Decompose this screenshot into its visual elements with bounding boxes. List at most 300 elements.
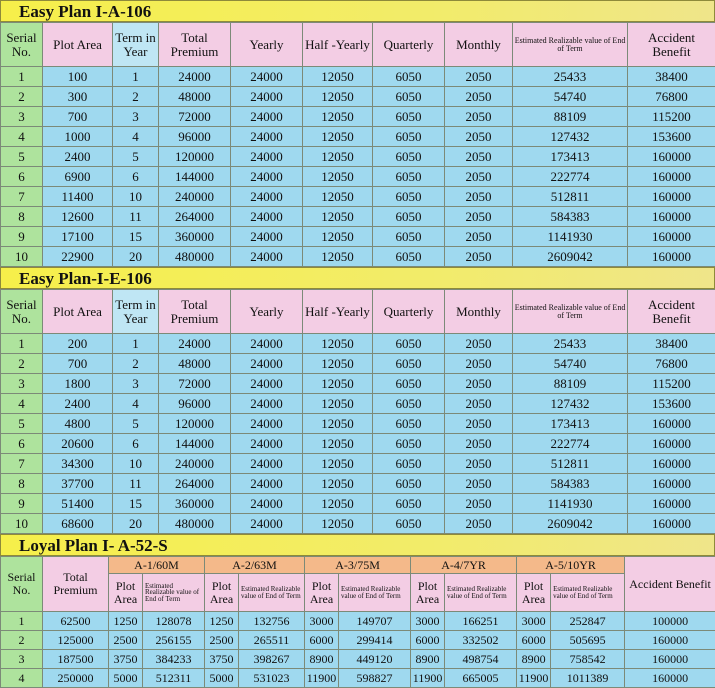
table-row bbox=[1, 67, 715, 87]
cell-quarterly: 6050 bbox=[373, 474, 445, 494]
sub-estimated: Estimated Realizable value of End of Term bbox=[339, 574, 411, 612]
cell-col-11: 252847 bbox=[551, 612, 625, 631]
cell-term: 11 bbox=[113, 474, 159, 494]
cell-quarterly: 6050 bbox=[373, 147, 445, 167]
cell-monthly: 2050 bbox=[445, 474, 513, 494]
hdr-plot-area: Plot Area bbox=[43, 290, 113, 334]
cell-yearly: 24000 bbox=[231, 127, 303, 147]
cell-half-yearly: 12050 bbox=[303, 147, 373, 167]
cell-monthly: 2050 bbox=[445, 334, 513, 354]
cell-estimated: 512811 bbox=[513, 187, 628, 207]
cell-term: 20 bbox=[113, 514, 159, 534]
cell-serial: 8 bbox=[1, 474, 43, 494]
table-row bbox=[1, 394, 715, 414]
hdr-serial: Serial No. bbox=[1, 557, 43, 612]
cell-col-7: 598827 bbox=[339, 669, 411, 688]
cell-monthly: 2050 bbox=[445, 434, 513, 454]
cell-term: 3 bbox=[113, 107, 159, 127]
cell-col-9: 332502 bbox=[445, 631, 517, 650]
loyal-table bbox=[0, 556, 715, 688]
cell-col-11: 758542 bbox=[551, 650, 625, 669]
loyal-body bbox=[1, 612, 715, 688]
table-row bbox=[1, 247, 715, 267]
cell-quarterly: 6050 bbox=[373, 354, 445, 374]
sub-plot-area: Plot Area bbox=[109, 574, 143, 612]
cell-estimated: 25433 bbox=[513, 334, 628, 354]
cell-plot-area: 11400 bbox=[43, 187, 113, 207]
cell-serial: 5 bbox=[1, 414, 43, 434]
group-a5: A-5/10YR bbox=[517, 557, 625, 574]
cell-accident: 160000 bbox=[628, 147, 715, 167]
cell-quarterly: 6050 bbox=[373, 187, 445, 207]
cell-col-6: 3000 bbox=[305, 612, 339, 631]
cell-yearly: 24000 bbox=[231, 414, 303, 434]
cell-quarterly: 6050 bbox=[373, 434, 445, 454]
hdr-estimated: Estimated Realizable value of End of Term bbox=[513, 290, 628, 334]
cell-estimated: 173413 bbox=[513, 147, 628, 167]
table-row bbox=[1, 669, 715, 688]
cell-estimated: 512811 bbox=[513, 454, 628, 474]
cell-total-premium: 360000 bbox=[159, 227, 231, 247]
cell-col-1: 125000 bbox=[43, 631, 109, 650]
cell-yearly: 24000 bbox=[231, 474, 303, 494]
cell-col-3: 384233 bbox=[143, 650, 205, 669]
cell-monthly: 2050 bbox=[445, 394, 513, 414]
cell-serial: 7 bbox=[1, 187, 43, 207]
cell-serial: 6 bbox=[1, 434, 43, 454]
hdr-total-premium: Total Premium bbox=[159, 23, 231, 67]
cell-quarterly: 6050 bbox=[373, 514, 445, 534]
cell-plot-area: 100 bbox=[43, 67, 113, 87]
cell-quarterly: 6050 bbox=[373, 107, 445, 127]
table-row bbox=[1, 631, 715, 650]
cell-col-8: 3000 bbox=[411, 612, 445, 631]
group-a1: A-1/60M bbox=[109, 557, 205, 574]
cell-serial: 5 bbox=[1, 147, 43, 167]
cell-total-premium: 144000 bbox=[159, 434, 231, 454]
cell-yearly: 24000 bbox=[231, 494, 303, 514]
hdr-yearly: Yearly bbox=[231, 290, 303, 334]
cell-col-1: 62500 bbox=[43, 612, 109, 631]
table-row bbox=[1, 147, 715, 167]
cell-plot-area: 1000 bbox=[43, 127, 113, 147]
cell-quarterly: 6050 bbox=[373, 227, 445, 247]
cell-monthly: 2050 bbox=[445, 187, 513, 207]
cell-serial: 9 bbox=[1, 227, 43, 247]
cell-monthly: 2050 bbox=[445, 207, 513, 227]
cell-plot-area: 700 bbox=[43, 107, 113, 127]
cell-serial: 8 bbox=[1, 207, 43, 227]
cell-serial: 4 bbox=[1, 127, 43, 147]
cell-monthly: 2050 bbox=[445, 67, 513, 87]
cell-total-premium: 72000 bbox=[159, 374, 231, 394]
sub-estimated: Estimated Realizable value of End of Term bbox=[239, 574, 305, 612]
plan1-body bbox=[1, 67, 715, 267]
group-a2: A-2/63M bbox=[205, 557, 305, 574]
cell-serial: 3 bbox=[1, 374, 43, 394]
table-row bbox=[1, 414, 715, 434]
hdr-term: Term in Year bbox=[113, 23, 159, 67]
plan2-table bbox=[0, 289, 715, 534]
cell-yearly: 24000 bbox=[231, 207, 303, 227]
cell-accident: 160000 bbox=[628, 167, 715, 187]
plan1-table bbox=[0, 22, 715, 267]
cell-term: 4 bbox=[113, 394, 159, 414]
cell-monthly: 2050 bbox=[445, 494, 513, 514]
group-a4: A-4/7YR bbox=[411, 557, 517, 574]
cell-term: 20 bbox=[113, 247, 159, 267]
cell-col-0: 3 bbox=[1, 650, 43, 669]
cell-estimated: 2609042 bbox=[513, 514, 628, 534]
cell-col-12: 160000 bbox=[625, 669, 715, 688]
cell-half-yearly: 12050 bbox=[303, 167, 373, 187]
cell-yearly: 24000 bbox=[231, 247, 303, 267]
table-row bbox=[1, 474, 715, 494]
cell-term: 3 bbox=[113, 374, 159, 394]
hdr-accident: Accident Benefit bbox=[628, 290, 715, 334]
cell-total-premium: 96000 bbox=[159, 394, 231, 414]
cell-accident: 160000 bbox=[628, 434, 715, 454]
cell-estimated: 54740 bbox=[513, 87, 628, 107]
cell-quarterly: 6050 bbox=[373, 87, 445, 107]
cell-plot-area: 51400 bbox=[43, 494, 113, 514]
cell-col-8: 11900 bbox=[411, 669, 445, 688]
cell-estimated: 127432 bbox=[513, 127, 628, 147]
cell-estimated: 127432 bbox=[513, 394, 628, 414]
hdr-plot-area: Plot Area bbox=[43, 23, 113, 67]
cell-term: 5 bbox=[113, 414, 159, 434]
cell-accident: 76800 bbox=[628, 87, 715, 107]
cell-yearly: 24000 bbox=[231, 394, 303, 414]
cell-half-yearly: 12050 bbox=[303, 354, 373, 374]
cell-total-premium: 360000 bbox=[159, 494, 231, 514]
cell-serial: 9 bbox=[1, 494, 43, 514]
cell-plot-area: 12600 bbox=[43, 207, 113, 227]
cell-total-premium: 48000 bbox=[159, 354, 231, 374]
cell-plot-area: 2400 bbox=[43, 147, 113, 167]
cell-col-5: 531023 bbox=[239, 669, 305, 688]
cell-total-premium: 48000 bbox=[159, 87, 231, 107]
group-a3: A-3/75M bbox=[305, 557, 411, 574]
cell-serial: 7 bbox=[1, 454, 43, 474]
loyal-sub-row bbox=[1, 574, 715, 612]
cell-half-yearly: 12050 bbox=[303, 514, 373, 534]
hdr-accident: Accident Benefit bbox=[625, 557, 715, 612]
table-row bbox=[1, 514, 715, 534]
cell-yearly: 24000 bbox=[231, 334, 303, 354]
cell-col-2: 1250 bbox=[109, 612, 143, 631]
cell-half-yearly: 12050 bbox=[303, 87, 373, 107]
cell-serial: 3 bbox=[1, 107, 43, 127]
cell-half-yearly: 12050 bbox=[303, 454, 373, 474]
cell-half-yearly: 12050 bbox=[303, 207, 373, 227]
cell-col-7: 299414 bbox=[339, 631, 411, 650]
table-row bbox=[1, 454, 715, 474]
cell-term: 2 bbox=[113, 354, 159, 374]
cell-col-2: 2500 bbox=[109, 631, 143, 650]
cell-col-5: 398267 bbox=[239, 650, 305, 669]
cell-col-1: 250000 bbox=[43, 669, 109, 688]
table-row bbox=[1, 107, 715, 127]
cell-plot-area: 1800 bbox=[43, 374, 113, 394]
cell-quarterly: 6050 bbox=[373, 207, 445, 227]
hdr-estimated: Estimated Realizable value of End of Term bbox=[513, 23, 628, 67]
cell-monthly: 2050 bbox=[445, 374, 513, 394]
table-row bbox=[1, 374, 715, 394]
cell-col-10: 11900 bbox=[517, 669, 551, 688]
cell-yearly: 24000 bbox=[231, 187, 303, 207]
cell-plot-area: 4800 bbox=[43, 414, 113, 434]
cell-accident: 153600 bbox=[628, 127, 715, 147]
cell-total-premium: 120000 bbox=[159, 147, 231, 167]
cell-col-6: 8900 bbox=[305, 650, 339, 669]
cell-quarterly: 6050 bbox=[373, 247, 445, 267]
plan2-header-row bbox=[1, 290, 715, 334]
table-row bbox=[1, 334, 715, 354]
cell-yearly: 24000 bbox=[231, 227, 303, 247]
plan1-header-row bbox=[1, 23, 715, 67]
cell-accident: 160000 bbox=[628, 227, 715, 247]
loyal-group-row bbox=[1, 557, 715, 574]
cell-estimated: 584383 bbox=[513, 474, 628, 494]
table-row bbox=[1, 127, 715, 147]
cell-col-4: 1250 bbox=[205, 612, 239, 631]
cell-term: 5 bbox=[113, 147, 159, 167]
cell-monthly: 2050 bbox=[445, 247, 513, 267]
cell-yearly: 24000 bbox=[231, 354, 303, 374]
cell-monthly: 2050 bbox=[445, 414, 513, 434]
cell-term: 15 bbox=[113, 494, 159, 514]
cell-accident: 160000 bbox=[628, 247, 715, 267]
cell-term: 1 bbox=[113, 334, 159, 354]
cell-quarterly: 6050 bbox=[373, 454, 445, 474]
cell-plot-area: 2400 bbox=[43, 394, 113, 414]
cell-accident: 115200 bbox=[628, 374, 715, 394]
cell-estimated: 584383 bbox=[513, 207, 628, 227]
cell-col-12: 160000 bbox=[625, 650, 715, 669]
cell-accident: 160000 bbox=[628, 414, 715, 434]
cell-monthly: 2050 bbox=[445, 87, 513, 107]
cell-col-3: 512311 bbox=[143, 669, 205, 688]
hdr-serial: Serial No. bbox=[1, 290, 43, 334]
cell-estimated: 88109 bbox=[513, 374, 628, 394]
cell-quarterly: 6050 bbox=[373, 414, 445, 434]
cell-half-yearly: 12050 bbox=[303, 67, 373, 87]
cell-plot-area: 300 bbox=[43, 87, 113, 107]
cell-total-premium: 240000 bbox=[159, 454, 231, 474]
cell-col-5: 265511 bbox=[239, 631, 305, 650]
cell-accident: 160000 bbox=[628, 454, 715, 474]
sub-plot-area: Plot Area bbox=[205, 574, 239, 612]
cell-plot-area: 34300 bbox=[43, 454, 113, 474]
cell-col-7: 449120 bbox=[339, 650, 411, 669]
hdr-yearly: Yearly bbox=[231, 23, 303, 67]
table-row bbox=[1, 207, 715, 227]
cell-monthly: 2050 bbox=[445, 147, 513, 167]
cell-quarterly: 6050 bbox=[373, 127, 445, 147]
cell-col-12: 160000 bbox=[625, 631, 715, 650]
cell-serial: 4 bbox=[1, 394, 43, 414]
cell-half-yearly: 12050 bbox=[303, 127, 373, 147]
cell-accident: 160000 bbox=[628, 514, 715, 534]
cell-half-yearly: 12050 bbox=[303, 414, 373, 434]
hdr-term: Term in Year bbox=[113, 290, 159, 334]
table-row bbox=[1, 494, 715, 514]
cell-plot-area: 22900 bbox=[43, 247, 113, 267]
hdr-half-yearly: Half -Yearly bbox=[303, 290, 373, 334]
cell-accident: 38400 bbox=[628, 334, 715, 354]
cell-half-yearly: 12050 bbox=[303, 434, 373, 454]
hdr-serial: Serial No. bbox=[1, 23, 43, 67]
table-row bbox=[1, 650, 715, 669]
cell-yearly: 24000 bbox=[231, 434, 303, 454]
cell-monthly: 2050 bbox=[445, 167, 513, 187]
cell-serial: 10 bbox=[1, 247, 43, 267]
cell-quarterly: 6050 bbox=[373, 374, 445, 394]
cell-half-yearly: 12050 bbox=[303, 474, 373, 494]
cell-half-yearly: 12050 bbox=[303, 394, 373, 414]
table-row bbox=[1, 167, 715, 187]
cell-total-premium: 144000 bbox=[159, 167, 231, 187]
cell-serial: 6 bbox=[1, 167, 43, 187]
sub-plot-area: Plot Area bbox=[517, 574, 551, 612]
cell-term: 6 bbox=[113, 434, 159, 454]
cell-accident: 76800 bbox=[628, 354, 715, 374]
hdr-total-premium: Total Premium bbox=[159, 290, 231, 334]
cell-col-0: 2 bbox=[1, 631, 43, 650]
cell-col-2: 3750 bbox=[109, 650, 143, 669]
cell-plot-area: 17100 bbox=[43, 227, 113, 247]
cell-col-4: 2500 bbox=[205, 631, 239, 650]
cell-serial: 2 bbox=[1, 354, 43, 374]
cell-estimated: 222774 bbox=[513, 434, 628, 454]
cell-accident: 115200 bbox=[628, 107, 715, 127]
cell-estimated: 25433 bbox=[513, 67, 628, 87]
cell-quarterly: 6050 bbox=[373, 394, 445, 414]
cell-term: 6 bbox=[113, 167, 159, 187]
cell-quarterly: 6050 bbox=[373, 67, 445, 87]
cell-col-12: 100000 bbox=[625, 612, 715, 631]
cell-term: 10 bbox=[113, 454, 159, 474]
cell-estimated: 54740 bbox=[513, 354, 628, 374]
cell-estimated: 2609042 bbox=[513, 247, 628, 267]
table-row bbox=[1, 227, 715, 247]
sub-plot-area: Plot Area bbox=[411, 574, 445, 612]
cell-total-premium: 24000 bbox=[159, 67, 231, 87]
cell-serial: 1 bbox=[1, 67, 43, 87]
cell-half-yearly: 12050 bbox=[303, 187, 373, 207]
cell-plot-area: 700 bbox=[43, 354, 113, 374]
cell-yearly: 24000 bbox=[231, 514, 303, 534]
cell-col-3: 128078 bbox=[143, 612, 205, 631]
cell-total-premium: 264000 bbox=[159, 474, 231, 494]
cell-col-0: 4 bbox=[1, 669, 43, 688]
cell-col-11: 505695 bbox=[551, 631, 625, 650]
cell-total-premium: 264000 bbox=[159, 207, 231, 227]
cell-term: 2 bbox=[113, 87, 159, 107]
cell-estimated: 1141930 bbox=[513, 494, 628, 514]
cell-monthly: 2050 bbox=[445, 514, 513, 534]
cell-col-6: 11900 bbox=[305, 669, 339, 688]
cell-col-10: 6000 bbox=[517, 631, 551, 650]
cell-half-yearly: 12050 bbox=[303, 247, 373, 267]
cell-yearly: 24000 bbox=[231, 454, 303, 474]
cell-term: 11 bbox=[113, 207, 159, 227]
table-row bbox=[1, 354, 715, 374]
cell-estimated: 1141930 bbox=[513, 227, 628, 247]
cell-col-2: 5000 bbox=[109, 669, 143, 688]
sub-estimated: Estimated Realizable value of End of Term bbox=[445, 574, 517, 612]
cell-col-3: 256155 bbox=[143, 631, 205, 650]
cell-total-premium: 480000 bbox=[159, 514, 231, 534]
cell-term: 1 bbox=[113, 67, 159, 87]
cell-estimated: 173413 bbox=[513, 414, 628, 434]
cell-col-5: 132756 bbox=[239, 612, 305, 631]
cell-plot-area: 20600 bbox=[43, 434, 113, 454]
cell-col-6: 6000 bbox=[305, 631, 339, 650]
cell-accident: 38400 bbox=[628, 67, 715, 87]
loyal-title: Loyal Plan I- A-52-S bbox=[0, 534, 715, 556]
cell-col-4: 5000 bbox=[205, 669, 239, 688]
cell-serial: 2 bbox=[1, 87, 43, 107]
cell-col-7: 149707 bbox=[339, 612, 411, 631]
plan2-body bbox=[1, 334, 715, 534]
table-row bbox=[1, 434, 715, 454]
hdr-total-premium: Total Premium bbox=[43, 557, 109, 612]
cell-col-8: 6000 bbox=[411, 631, 445, 650]
hdr-quarterly: Quarterly bbox=[373, 290, 445, 334]
cell-col-11: 1011389 bbox=[551, 669, 625, 688]
table-row bbox=[1, 612, 715, 631]
table-row bbox=[1, 187, 715, 207]
cell-total-premium: 120000 bbox=[159, 414, 231, 434]
cell-term: 10 bbox=[113, 187, 159, 207]
cell-accident: 160000 bbox=[628, 207, 715, 227]
cell-monthly: 2050 bbox=[445, 107, 513, 127]
cell-yearly: 24000 bbox=[231, 87, 303, 107]
cell-total-premium: 96000 bbox=[159, 127, 231, 147]
cell-col-10: 8900 bbox=[517, 650, 551, 669]
cell-quarterly: 6050 bbox=[373, 334, 445, 354]
cell-yearly: 24000 bbox=[231, 147, 303, 167]
cell-monthly: 2050 bbox=[445, 127, 513, 147]
plan1-title: Easy Plan I-A-106 bbox=[0, 0, 715, 22]
cell-yearly: 24000 bbox=[231, 67, 303, 87]
cell-half-yearly: 12050 bbox=[303, 494, 373, 514]
sub-estimated: Estimated Realizable value of End of Term bbox=[143, 574, 205, 612]
cell-yearly: 24000 bbox=[231, 167, 303, 187]
sub-plot-area: Plot Area bbox=[305, 574, 339, 612]
cell-plot-area: 200 bbox=[43, 334, 113, 354]
cell-plot-area: 37700 bbox=[43, 474, 113, 494]
cell-total-premium: 24000 bbox=[159, 334, 231, 354]
cell-total-premium: 240000 bbox=[159, 187, 231, 207]
hdr-quarterly: Quarterly bbox=[373, 23, 445, 67]
cell-plot-area: 68600 bbox=[43, 514, 113, 534]
cell-col-1: 187500 bbox=[43, 650, 109, 669]
cell-yearly: 24000 bbox=[231, 107, 303, 127]
cell-col-8: 8900 bbox=[411, 650, 445, 669]
cell-half-yearly: 12050 bbox=[303, 107, 373, 127]
hdr-monthly: Monthly bbox=[445, 23, 513, 67]
cell-plot-area: 6900 bbox=[43, 167, 113, 187]
cell-accident: 153600 bbox=[628, 394, 715, 414]
cell-quarterly: 6050 bbox=[373, 494, 445, 514]
cell-half-yearly: 12050 bbox=[303, 227, 373, 247]
cell-serial: 1 bbox=[1, 334, 43, 354]
sub-estimated: Estimated Realizable value of End of Term bbox=[551, 574, 625, 612]
cell-accident: 160000 bbox=[628, 474, 715, 494]
